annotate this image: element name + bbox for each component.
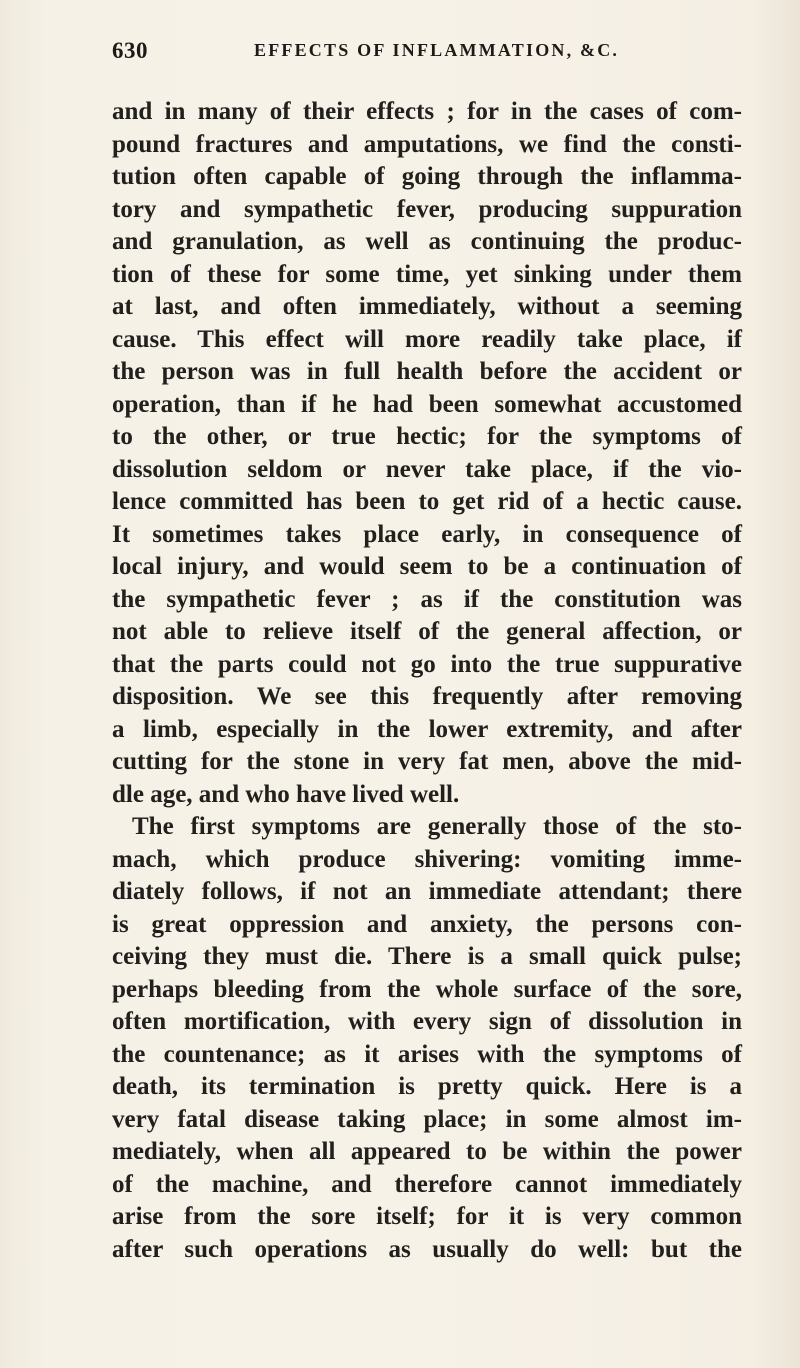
- text-line: after such operations as usually do well: but the: [112, 1235, 742, 1263]
- text-line: lence committed has been to get rid of a hectic cause.: [112, 488, 742, 515]
- text-line: local injury, and would seem to be a continuation of: [112, 553, 742, 580]
- text-line: disposition. We see this frequently after removing: [112, 683, 742, 710]
- text-line: diately follows, if not an immediate attendant; there: [112, 878, 742, 905]
- text-line: perhaps bleeding from the whole surface of the sore,: [112, 975, 742, 1003]
- text-line: tion of these for some time, yet sinking under them: [112, 260, 742, 288]
- text-line: the sympathetic fever ; as if the constitution was: [112, 585, 742, 613]
- text-line: not able to relieve itself of the general affection, or: [112, 618, 742, 645]
- text-line: dle age, and who have lived well.: [112, 780, 460, 808]
- text-line: of the machine, and therefore cannot immediately: [112, 1170, 742, 1198]
- text-line: The first symptoms are generally those of the sto-: [132, 813, 742, 840]
- text-line: tution often capable of going through the inflamma-: [112, 163, 742, 190]
- text-line: ceiving they must die. There is a small quick pulse;: [112, 943, 742, 970]
- text-line: very fatal disease taking place; in some almost im-: [112, 1105, 742, 1133]
- running-head: EFFECTS OF INFLAMMATION, &C.: [254, 40, 620, 60]
- text-line: cutting for the stone in very fat men, above the mid-: [112, 748, 742, 775]
- text-line: mediately, when all appeared to be within the power: [112, 1138, 742, 1165]
- page-header: [112, 38, 712, 72]
- text-line: to the other, or true hectic; for the symptoms of: [112, 423, 742, 450]
- text-line: death, its termination is pretty quick. Here is a: [112, 1073, 742, 1100]
- text-line: mach, which produce shivering: vomiting imme-: [112, 845, 742, 873]
- text-line: and granulation, as well as continuing the produc-: [112, 228, 742, 255]
- text-line: the countenance; as it arises with the symptoms of: [112, 1040, 742, 1068]
- text-line: pound fractures and amputations, we find the consti-: [112, 130, 742, 158]
- text-line: cause. This effect will more readily take place, if: [112, 325, 742, 353]
- text-line: and in many of their effects ; for in the cases of com-: [112, 98, 742, 125]
- text-line: the person was in full health before the accident or: [112, 358, 742, 385]
- body-text: [112, 96, 742, 1266]
- text-line: It sometimes takes place early, in consequence of: [112, 520, 742, 548]
- text-line: at last, and often immediately, without a seeming: [112, 293, 742, 320]
- text-line: arise from the sore itself; for it is very common: [112, 1203, 742, 1230]
- text-line: that the parts could not go into the true suppurative: [112, 650, 742, 678]
- text-line: tory and sympathetic fever, producing suppuration: [112, 195, 742, 223]
- text-line: is great oppression and anxiety, the persons con-: [112, 910, 742, 938]
- text-line: a limb, especially in the lower extremity, and after: [112, 715, 742, 743]
- text-line: dissolution seldom or never take place, if the vio-: [112, 455, 742, 483]
- text-line: operation, than if he had been somewhat accustomed: [112, 390, 742, 418]
- page-number: 630: [112, 38, 148, 63]
- text-line: often mortification, with every sign of dissolution in: [112, 1008, 742, 1035]
